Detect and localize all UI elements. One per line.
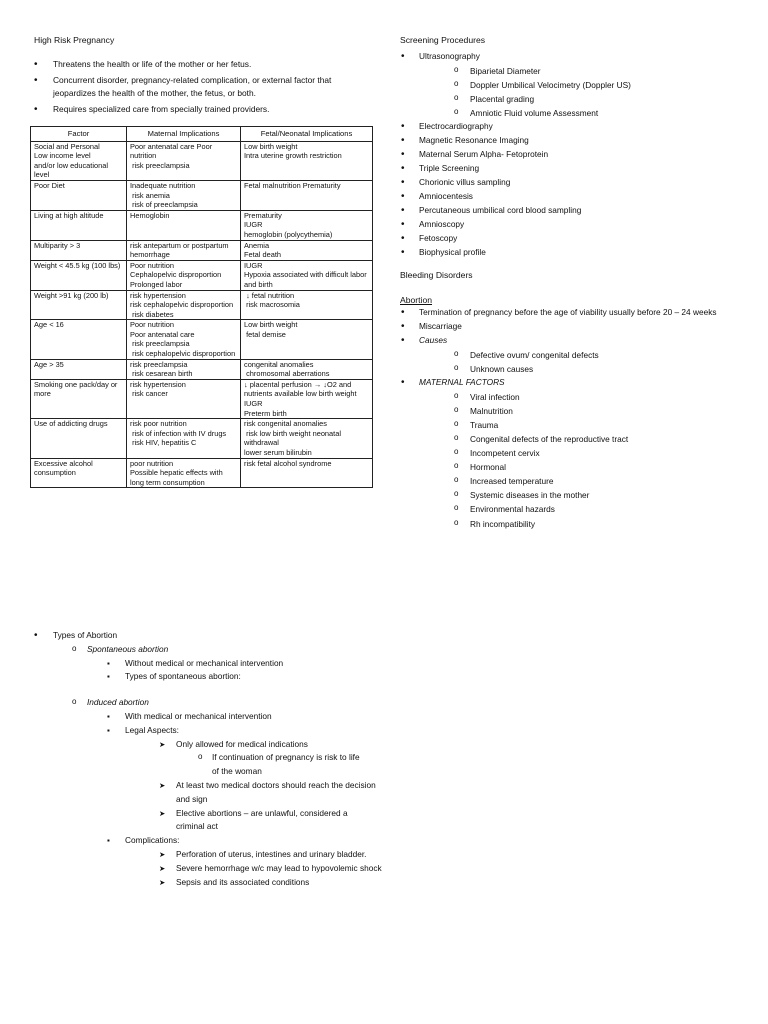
table-cell: risk hypertension risk cancer <box>127 379 241 418</box>
table-cell: Smoking one pack/day or more <box>31 379 127 418</box>
list-item: • Amnioscopy <box>400 218 750 232</box>
causes-label: Causes <box>419 334 448 345</box>
table-cell: congenital anomalies chromosomal aberrations <box>241 359 373 379</box>
list-item: o Environmental hazards <box>454 502 750 516</box>
list-item: o Malnutrition <box>454 404 750 418</box>
bleeding-heading: Bleeding Disorders <box>400 269 473 280</box>
table-cell: risk antepartum or postpartum hemorrhage <box>127 240 241 260</box>
table-cell: Living at high altitude <box>31 210 127 240</box>
table-row <box>31 141 373 180</box>
table-cell: poor nutrition Possible hepatic effects with long term consumption <box>127 458 241 488</box>
list-item <box>400 334 750 376</box>
table-row <box>31 379 373 418</box>
table-cell: ↓ fetal nutrition risk macrosomia <box>241 290 373 320</box>
table-cell: IUGR Hypoxia associated with difficult labor and birth <box>241 260 373 290</box>
table-row <box>31 240 373 260</box>
table-cell: risk preeclampsia risk cesarean birth <box>127 359 241 379</box>
page-title: High Risk Pregnancy <box>34 35 115 45</box>
list-item: • Percutaneous umbilical cord blood sampling <box>400 204 750 218</box>
column-header-factor: Factor <box>31 127 127 142</box>
maternal-factors-sublist <box>419 390 750 531</box>
table-cell: Inadequate nutrition risk anemia risk of preeclampsia <box>127 180 241 210</box>
types-sublist <box>53 643 414 890</box>
risk-factor-table <box>30 126 373 488</box>
types-of-abortion-section <box>34 629 414 889</box>
list-item: ▪ Complications: ➤ Perforation of uterus, intestines and urinary bladder. ➤ Severe hemorrhage w/c may lead to hypovolemic shock ➤ Sepsis and its associated conditions <box>107 834 414 889</box>
table-cell: Prematurity IUGR hemoglobin (polycythemia) <box>241 210 373 240</box>
table-row <box>31 359 373 379</box>
list-item: o Induced abortion ▪ With medical or mechanical intervention ▪ Legal Aspects: ➤ Only allowed for medical indications o If continuation of pregnancy is risk to life of the woman ➤ At least two medical doctors should reach the decision and sign ➤ Elective abortions – are unlawful, considered a criminal act ▪ Complications: ➤ Perforation of uterus, intestines and urinary bladder. ➤ Severe hemorrhage w/c may lead to hypovolemic shock ➤ Sepsis and its associated conditions <box>72 696 414 889</box>
table-header-row <box>31 127 373 142</box>
abortion-list <box>400 306 750 531</box>
table-row <box>31 210 373 240</box>
screening-list <box>400 50 750 259</box>
list-item: o Congenital defects of the reproductive tract <box>454 432 750 446</box>
induced-sublist <box>87 710 414 889</box>
spontaneous-sublist <box>87 657 414 685</box>
list-item: • Chorionic villus sampling <box>400 176 750 190</box>
list-item: ▪ Legal Aspects: ➤ Only allowed for medical indications o If continuation of pregnancy is risk to life of the woman ➤ At least two medical doctors should reach the decision and sign ➤ Elective abortions – are unlawful, considered a criminal act <box>107 724 414 834</box>
table-row <box>31 320 373 359</box>
table-cell: Anemia Fetal death <box>241 240 373 260</box>
complications-sublist <box>125 848 414 889</box>
table-cell: Use of addicting drugs <box>31 419 127 458</box>
table-cell: risk congenital anomalies risk low birth weight neonatal withdrawal lower serum bilirubin <box>241 419 373 458</box>
table-cell: Weight < 45.5 kg (100 lbs) <box>31 260 127 290</box>
table-cell: risk poor nutrition risk of infection with IV drugs risk HIV, hepatitis C <box>127 419 241 458</box>
maternal-factors-label: MATERNAL FACTORS <box>419 376 505 387</box>
abortion-heading: Abortion <box>400 294 433 305</box>
list-item: ▪ Without medical or mechanical intervention <box>107 657 414 671</box>
table-cell: Age < 16 <box>31 320 127 359</box>
list-item: • Miscarriage <box>400 320 750 334</box>
list-item: o Doppler Umbilical Velocimetry (Doppler US) <box>454 78 750 92</box>
table-row <box>31 458 373 488</box>
table-cell: ↓ placental perfusion → ↓O2 and nutrients available low birth weight IUGR Preterm birth <box>241 379 373 418</box>
table-cell: Poor antenatal care Poor nutrition risk preeclampsia <box>127 141 241 180</box>
table-cell: Social and Personal Low income level and/or low educational level <box>31 141 127 180</box>
list-item: ➤ Perforation of uterus, intestines and urinary bladder. <box>159 848 414 862</box>
list-item: ➤ Only allowed for medical indications o If continuation of pregnancy is risk to life of the woman <box>159 738 414 779</box>
list-item: o Increased temperature <box>454 474 750 488</box>
legal-sublist <box>125 738 414 835</box>
column-header-maternal: Maternal Implications <box>127 127 241 142</box>
list-item: o Unknown causes <box>454 362 750 376</box>
list-item: • Types of Abortion o Spontaneous abortion ▪ Without medical or mechanical intervention ▪ Types of spontaneous abortion: o Induced abortion ▪ With medical or mechanical intervention ▪ Legal Aspects: ➤ Only allowed for medical indications o If continuation of pregnancy is risk to life of the woman ➤ At least two medical doctors should reach the decision and sign ➤ Elective abortions – are unlawful, considered a criminal act ▪ Complications: ➤ Perforation of uterus, intestines and urinary bladder. ➤ Severe hemorrhage w/c may lead to hypovolemic shock ➤ Sepsis and its associated conditions <box>34 629 414 889</box>
list-item: ➤ Elective abortions – are unlawful, considered a criminal act <box>159 807 376 835</box>
table-cell: Weight >91 kg (200 lb) <box>31 290 127 320</box>
intro-list <box>34 58 374 118</box>
intro-bullet: • Concurrent disorder, pregnancy-related complication, or external factor that jeopardizes the health of the mother, the fetus, or both. <box>34 74 374 101</box>
list-item: o Amniotic Fluid volume Assessment <box>454 106 750 120</box>
column-header-fetal: Fetal/Neonatal Implications <box>241 127 373 142</box>
list-item: o Biparietal Diameter <box>454 64 750 78</box>
list-item: o Systemic diseases in the mother <box>454 488 750 502</box>
list-item: o Hormonal <box>454 460 750 474</box>
table-cell: Multiparity > 3 <box>31 240 127 260</box>
table-cell: Fetal malnutrition Prematurity <box>241 180 373 210</box>
list-item: ➤ Sepsis and its associated conditions <box>159 876 414 890</box>
list-item: • Maternal Serum Alpha- Fetoprotein <box>400 148 750 162</box>
causes-sublist <box>419 348 750 376</box>
list-item: o Rh incompatibility <box>454 517 750 531</box>
table-row <box>31 260 373 290</box>
list-item: o If continuation of pregnancy is risk to life of the woman <box>198 751 362 779</box>
list-item: • Electrocardiography <box>400 120 750 134</box>
table-cell: risk fetal alcohol syndrome <box>241 458 373 488</box>
list-item: ▪ Types of spontaneous abortion: <box>107 670 414 684</box>
list-item: • Fetoscopy <box>400 232 750 246</box>
right-column <box>400 35 750 531</box>
table-cell: Excessive alcohol consumption <box>31 458 127 488</box>
list-item: o Placental grading <box>454 92 750 106</box>
list-item: • Termination of pregnancy before the age of viability usually before 20 – 24 weeks <box>400 306 750 320</box>
list-item: • Magnetic Resonance Imaging <box>400 134 750 148</box>
list-item: o Defective ovum/ congenital defects <box>454 348 750 362</box>
list-item: o Spontaneous abortion ▪ Without medical or mechanical intervention ▪ Types of spontaneous abortion: <box>72 643 414 696</box>
table-cell: Poor nutrition Cephalopelvic disproportion Prolonged labor <box>127 260 241 290</box>
list-item: • Biophysical profile <box>400 246 750 260</box>
list-item: ➤ Severe hemorrhage w/c may lead to hypovolemic shock <box>159 862 386 876</box>
list-item <box>400 376 750 531</box>
table-cell: Poor Diet <box>31 180 127 210</box>
list-item: ▪ With medical or mechanical intervention <box>107 710 414 724</box>
types-list <box>34 629 414 889</box>
table-cell: Low birth weight Intra uterine growth restriction <box>241 141 373 180</box>
table-cell: Hemoglobin <box>127 210 241 240</box>
list-item: • Ultrasonography o Biparietal Diameter o Doppler Umbilical Velocimetry (Doppler US) o Placental grading o Amniotic Fluid volume Assessment <box>400 50 750 120</box>
table-row <box>31 180 373 210</box>
list-item: ➤ At least two medical doctors should reach the decision and sign <box>159 779 376 807</box>
table-row <box>31 419 373 458</box>
list-item: o Incompetent cervix <box>454 446 750 460</box>
list-item: • Triple Screening <box>400 162 750 176</box>
table-cell: risk hypertension risk cephalopelvic disproportion risk diabetes <box>127 290 241 320</box>
intro-bullet: • Requires specialized care from specially trained providers. <box>34 103 374 117</box>
ultrasound-sublist <box>419 64 750 120</box>
table-row <box>31 290 373 320</box>
intro-bullet: • Threatens the health or life of the mother or her fetus. <box>34 58 374 72</box>
table-cell: Age > 35 <box>31 359 127 379</box>
list-item: o Viral infection <box>454 390 750 404</box>
legal-detail-sublist <box>176 751 414 779</box>
list-item: • Amniocentesis <box>400 190 750 204</box>
screening-heading: Screening Procedures <box>400 35 486 45</box>
table-cell: Low birth weight fetal demise <box>241 320 373 359</box>
list-item: o Trauma <box>454 418 750 432</box>
table-cell: Poor nutrition Poor antenatal care risk preeclampsia risk cephalopelvic disproportion <box>127 320 241 359</box>
